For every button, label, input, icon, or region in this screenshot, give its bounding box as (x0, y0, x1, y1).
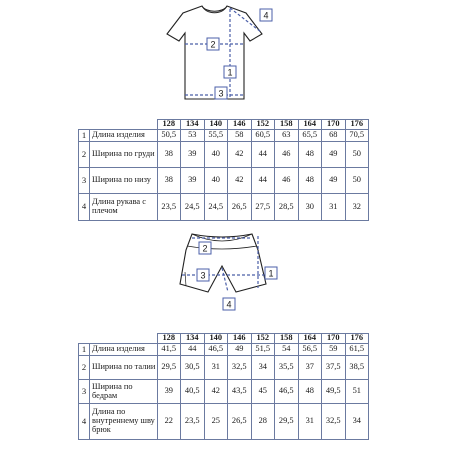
svg-text:3: 3 (218, 88, 224, 99)
table-header-row (79, 120, 369, 130)
table-row: 2 Ширина по груди 38 39 40 42 44 46 48 49 50 (79, 142, 369, 168)
svg-text:1: 1 (227, 67, 233, 78)
size-header: 164 (298, 120, 322, 130)
marker-3 (197, 269, 209, 281)
marker-4 (260, 9, 272, 21)
table-row: 3 Ширина по низу 38 39 40 42 44 46 48 49 50 (79, 168, 369, 194)
size-header: 176 (345, 334, 369, 344)
marker-2 (199, 242, 211, 254)
svg-text:1: 1 (268, 268, 274, 279)
size-header: 140 (204, 334, 228, 344)
table-header-row (79, 334, 369, 344)
size-header: 146 (228, 120, 252, 130)
shorts-size-table (78, 333, 369, 440)
size-header: 128 (157, 334, 181, 344)
size-header: 164 (298, 334, 322, 344)
shorts-outline (180, 234, 266, 292)
table-row: 4 Длина рукава с плечом 23,5 24,5 24,5 26,5 27,5 28,5 30 31 32 (79, 194, 369, 221)
table-row: 1 Длина изделия 41,5 44 46,5 49 51,5 54 56,5 59 61,5 (79, 344, 369, 356)
size-header: 170 (322, 334, 346, 344)
svg-text:3: 3 (200, 270, 206, 281)
marker-4 (223, 298, 235, 310)
svg-text:4: 4 (226, 299, 232, 310)
marker-3 (215, 87, 227, 99)
table-row: 3 Ширина по бедрам 39 40,5 42 43,5 45 46,5 48 49,5 51 (79, 380, 369, 404)
size-header: 176 (345, 120, 369, 130)
tshirt-diagram (150, 0, 280, 110)
marker-2 (207, 38, 219, 50)
tshirt-outline (167, 6, 262, 99)
size-header: 158 (275, 334, 299, 344)
size-header: 152 (251, 120, 275, 130)
svg-text:2: 2 (210, 39, 216, 50)
table-row: 4 Длина по внутреннему шву брюк 22 23,5 25 26,5 28 29,5 31 32,5 34 (79, 404, 369, 440)
size-header: 158 (275, 120, 299, 130)
size-header: 146 (228, 334, 252, 344)
size-header: 170 (322, 120, 346, 130)
shorts-diagram (170, 226, 290, 326)
size-header: 134 (181, 334, 205, 344)
table-row: 2 Ширина по талии 29,5 30,5 31 32,5 34 35,5 37 37,5 38,5 (79, 356, 369, 380)
svg-text:4: 4 (263, 10, 269, 21)
size-header: 140 (204, 120, 228, 130)
marker-1 (265, 267, 277, 279)
size-header: 128 (157, 120, 181, 130)
marker-1 (224, 66, 236, 78)
svg-text:2: 2 (202, 243, 208, 254)
size-header: 152 (251, 334, 275, 344)
tshirt-size-table (78, 119, 369, 221)
size-header: 134 (181, 120, 205, 130)
table-row: 1 Длина изделия 50,5 53 55,5 58 60,5 63 65,5 68 70,5 (79, 130, 369, 142)
